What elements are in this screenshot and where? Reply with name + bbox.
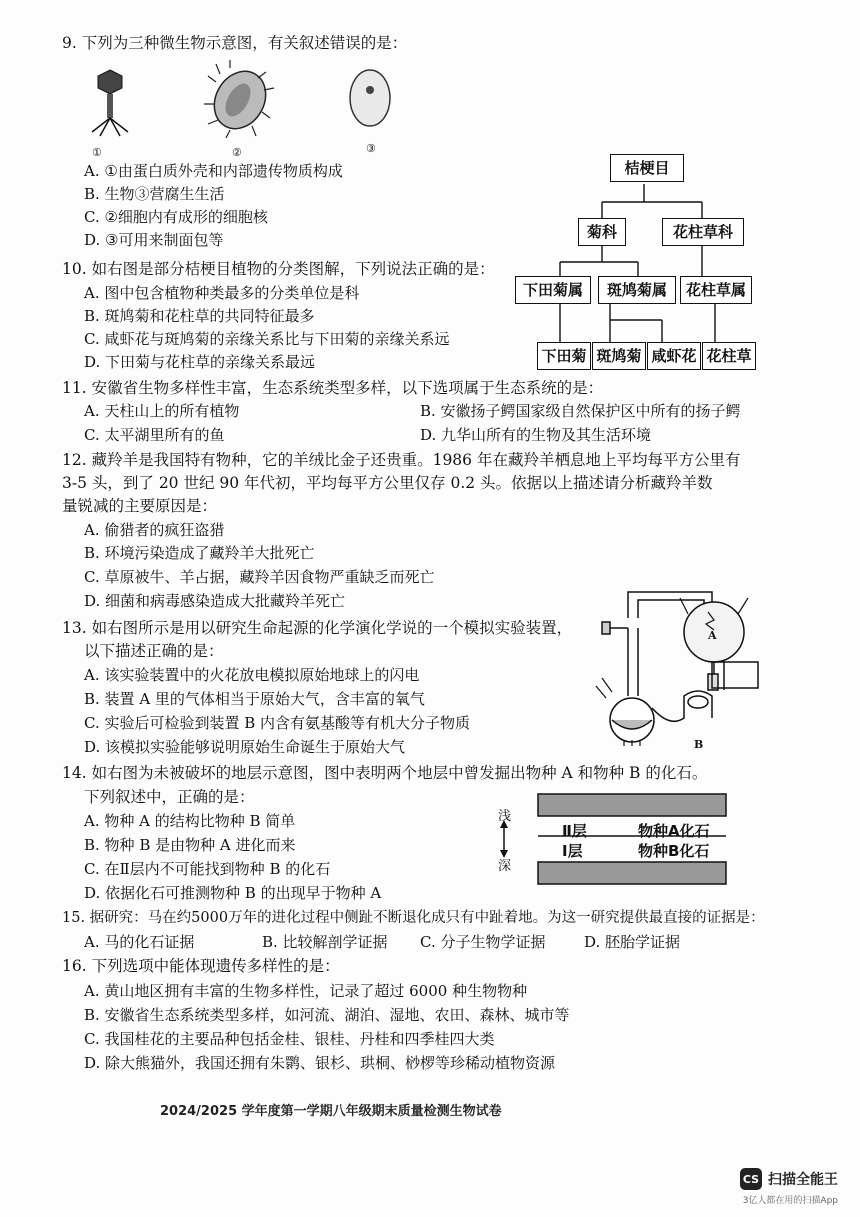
q13-option-a: A. 该实验装置中的火花放电模拟原始地球上的闪电 xyxy=(84,666,420,684)
q14-option-b: B. 物种 B 是由物种 A 进化而来 xyxy=(84,836,296,854)
q11-option-a: A. 天柱山上的所有植物 xyxy=(84,402,240,420)
tree-family-2-box: 花柱草科 xyxy=(662,218,744,246)
q9-fig-label-3: ③ xyxy=(366,142,376,155)
q14-stem-line-2: 下列叙述中，正确的是： xyxy=(84,788,255,806)
q14-option-c: C. 在Ⅱ层内不可能找到物种 B 的化石 xyxy=(84,860,331,878)
q12-stem-line-3: 量锐减的主要原因是： xyxy=(62,497,218,515)
miller-apparatus-drawing xyxy=(588,578,778,748)
bacterium-drawing xyxy=(204,60,276,138)
q11-stem: 11. 安徽省生物多样性丰富，生态系统类型多样，以下选项属于生态系统的是： xyxy=(62,379,604,397)
tree-species-4-box: 花柱草 xyxy=(702,342,756,370)
tree-species-3-box: 咸虾花 xyxy=(647,342,701,370)
q16-option-d: D. 除大熊猫外，我国还拥有朱鹮、银杉、珙桐、桫椤等珍稀动植物资源 xyxy=(84,1054,556,1072)
q15-option-c: C. 分子生物学证据 xyxy=(420,933,546,951)
q13-option-b: B. 装置 A 里的气体相当于原始大气，含丰富的氧气 xyxy=(84,690,425,708)
q12-stem-line-1: 12. 藏羚羊是我国特有物种，它的羊绒比金子还贵重。1986 年在藏羚羊栖息地上平均每平方公里有 xyxy=(62,451,741,469)
q9-option-b: B. 生物③营腐生生活 xyxy=(84,185,225,203)
q13-stem-line-1: 13. 如右图所示是用以研究生命起源的化学演化学说的一个模拟实验装置， xyxy=(62,619,573,637)
q15-option-d: D. 胚胎学证据 xyxy=(584,933,681,951)
q14-option-d: D. 依据化石可推测物种 B 的出现早于物种 A xyxy=(84,884,382,902)
q10-option-c: C. 咸虾花与斑鸠菊的亲缘关系比与下田菊的亲缘关系远 xyxy=(84,330,450,348)
q9-fig-label-1: ① xyxy=(92,146,102,159)
q14-option-a: A. 物种 A 的结构比物种 B 简单 xyxy=(84,812,296,830)
q13-option-c: C. 实验后可检验到装置 B 内含有氨基酸等有机大分子物质 xyxy=(84,714,471,732)
tree-genus-2-box: 斑鸠菊属 xyxy=(598,276,676,304)
scanner-logo-icon: CS xyxy=(740,1168,762,1190)
apparatus-label-a: A xyxy=(708,629,717,642)
q15-option-a: A. 马的化石证据 xyxy=(84,933,195,951)
q9-option-d: D. ③可用来制面包等 xyxy=(84,231,224,249)
q10-option-d: D. 下田菊与花柱草的亲缘关系最远 xyxy=(84,353,316,371)
q12-option-c: C. 草原被牛、羊占据，藏羚羊因食物严重缺乏而死亡 xyxy=(84,568,435,586)
strata-layer-2-fossil: 物种A化石 xyxy=(638,822,710,840)
q14-stem-line-1: 14. 如右图为未被破坏的地层示意图，图中表明两个地层中曾发掘出物种 A 和物种 B 的化石。 xyxy=(62,764,708,782)
q10-option-a: A. 图中包含植物种类最多的分类单位是科 xyxy=(84,284,360,302)
scanner-watermark xyxy=(740,1168,838,1190)
yeast-drawing xyxy=(350,70,390,126)
q12-stem-line-2: 3-5 头，到了 20 世纪 90 年代初，平均每平方公里仅存 0.2 头。依据以上描述请分析藏羚羊数 xyxy=(62,474,713,492)
q13-stem-line-2: 以下描述正确的是： xyxy=(84,642,224,660)
apparatus-label-b: B xyxy=(694,738,704,751)
scanner-brand-slogan: 3亿人都在用的扫描App xyxy=(742,1196,838,1206)
tree-genus-1-box: 下田菊属 xyxy=(515,276,591,304)
q13-option-d: D. 该模拟实验能够说明原始生命诞生于原始大气 xyxy=(84,738,406,756)
q12-option-a: A. 偷猎者的疯狂盗猎 xyxy=(84,521,225,539)
tree-species-1-box: 下田菊 xyxy=(537,342,591,370)
q12-option-b: B. 环境污染造成了藏羚羊大批死亡 xyxy=(84,544,315,562)
bacteriophage-drawing xyxy=(92,70,128,136)
q9-fig-label-2: ② xyxy=(232,146,242,159)
q10-stem: 10. 如右图是部分桔梗目植物的分类图解，下列说法正确的是： xyxy=(62,260,495,278)
q16-option-a: A. 黄山地区拥有丰富的生物多样性，记录了超过 6000 种生物物种 xyxy=(84,982,528,1000)
q9-stem: 9. 下列为三种微生物示意图，有关叙述错误的是： xyxy=(62,34,408,52)
strata-layer-1-label: Ⅰ层 xyxy=(562,842,583,860)
tree-family-1-box: 菊科 xyxy=(578,218,626,246)
scanner-brand-name: 扫描全能王 xyxy=(768,1172,838,1188)
q15-stem: 15. 据研究：马在约5000万年的进化过程中侧趾不断退化成只有中趾着地。为这一研究提供最直接的证据是： xyxy=(62,910,765,926)
strata-layer-1-fossil: 物种B化石 xyxy=(638,842,710,860)
q10-option-b: B. 斑鸠菊和花柱草的共同特征最多 xyxy=(84,307,315,325)
q15-option-b: B. 比较解剖学证据 xyxy=(262,933,388,951)
q9-option-a: A. ①由蛋白质外壳和内部遗传物质构成 xyxy=(84,162,343,180)
strata-layer-2-label: Ⅱ层 xyxy=(562,822,587,840)
q16-option-c: C. 我国桂花的主要品种包括金桂、银桂、丹桂和四季桂四大类 xyxy=(84,1030,495,1048)
q9-option-c: C. ②细胞内有成形的细胞核 xyxy=(84,208,268,226)
tree-species-2-box: 斑鸠菊 xyxy=(592,342,646,370)
q11-option-c: C. 太平湖里所有的鱼 xyxy=(84,426,225,444)
q16-option-b: B. 安徽省生态系统类型多样，如河流、湖泊、湿地、农田、森林、城市等 xyxy=(84,1006,570,1024)
tree-order-box: 桔梗目 xyxy=(610,154,684,182)
q9-microbe-figure xyxy=(80,60,410,150)
strata-deep-label: 深 xyxy=(498,859,512,874)
q12-option-d: D. 细菌和病毒感染造成大批藏羚羊死亡 xyxy=(84,592,346,610)
q16-stem: 16. 下列选项中能体现遗传多样性的是： xyxy=(62,957,340,975)
q11-option-b: B. 安徽扬子鳄国家级自然保护区中所有的扬子鳄 xyxy=(420,402,741,420)
q11-option-d: D. 九华山所有的生物及其生活环境 xyxy=(420,426,652,444)
tree-genus-3-box: 花柱草属 xyxy=(680,276,752,304)
strata-shallow-label: 浅 xyxy=(498,809,512,824)
page-footer: 2024/2025 学年度第一学期八年级期末质量检测生物试卷 xyxy=(160,1104,502,1119)
